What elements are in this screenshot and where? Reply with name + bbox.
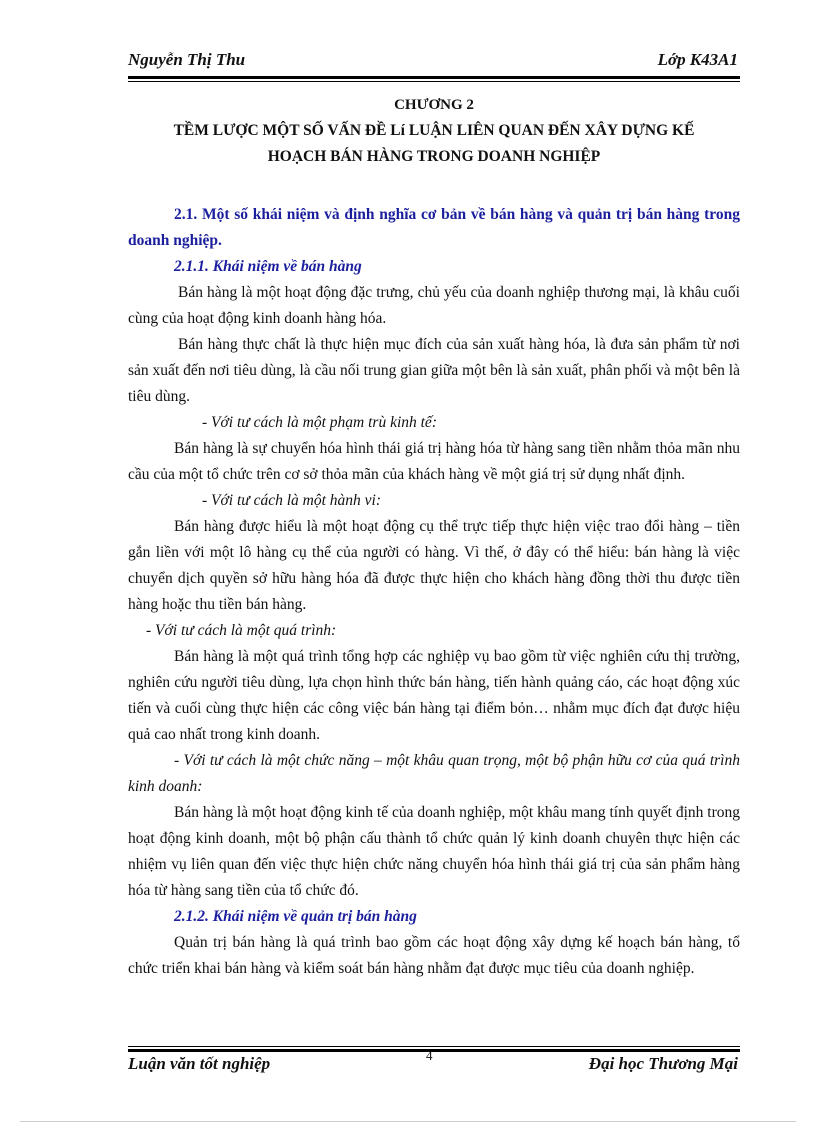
paragraph: Bán hàng là sự chuyển hóa hình thái giá trị hàng hóa từ hàng sang tiền nhằm thỏa mãn nhu cầu của một tổ chức trên cơ sở thỏa mãn của khách hàng về một giá trị sử dụng nhất định.: [128, 440, 740, 483]
paragraph: Quản trị bán hàng là quá trình bao gồm các hoạt động xây dựng kế hoạch bán hàng, tổ chức triển khai bán hàng và kiểm soát bán hàng nhằm đạt được mục tiêu của doanh nghiệp.: [128, 934, 740, 977]
section-heading-2-1-2: 2.1.2. Khái niệm về quản trị bán hàng: [174, 908, 417, 925]
footer-university: Đại học Thương Mại: [588, 1054, 738, 1073]
page-header: [128, 50, 740, 74]
section-heading-2-1-1: 2.1.1. Khái niệm về bán hàng: [174, 258, 362, 275]
paragraph: Bán hàng thực chất là thực hiện mục đích của sản xuất hàng hóa, là đưa sản phẩm từ nơi sản xuất đến nơi tiêu dùng, là cầu nối trung gian giữa một bên là sản xuất, phân phối và một bên là tiêu dùng.: [128, 336, 740, 405]
paragraph: Bán hàng được hiểu là một hoạt động cụ thể trực tiếp thực hiện việc trao đổi hàng – tiền gắn liền với một lô hàng cụ thể của người có hàng. Vì thế, ở đây có thể hiểu: bán hàng là việc chuyển dịch quyền sở hữu hàng hóa đã được thực hiện cho khách hàng đồng thời thu được tiền hàng hoặc thu tiền bán hàng.: [128, 518, 740, 613]
page-footer: [128, 1048, 740, 1078]
header-author: Nguyễn Thị Thu: [128, 50, 246, 69]
subheading: - Với tư cách là một chức năng – một khâu quan trọng, một bộ phận hữu cơ của quá trình kinh doanh:: [128, 752, 740, 795]
header-rule: [128, 76, 740, 79]
chapter-title-line2: HOẠCH BÁN HÀNG TRONG DOANH NGHIỆP: [267, 148, 601, 165]
page-number: 4: [426, 1048, 433, 1063]
footer-rule-thin: [128, 1046, 740, 1047]
subheading: - Với tư cách là một quá trình:: [146, 622, 337, 639]
footer-rule: [128, 1049, 740, 1052]
section-heading-2-1: 2.1. Một số khái niệm và định nghĩa cơ bản về bán hàng và quản trị bán hàng trong doanh nghiệp.: [128, 206, 740, 249]
page-bottom-edge: [20, 1121, 796, 1122]
subheading: - Với tư cách là một hành vi:: [202, 492, 382, 509]
paragraph: Bán hàng là một hoạt động kinh tế của doanh nghiệp, một khâu mang tính quyết định trong hoạt động kinh doanh, một bộ phận cấu thành tổ chức quản lý kinh doanh chuyên thực hiện các nhiệm vụ liên quan đến việc thực hiện chức năng chuyển hóa hình thái giá trị của sản phẩm hàng hóa từ hàng sang tiền của tổ chức đó.: [128, 804, 740, 899]
chapter-title-line1: TỀM LƯỢC MỘT SỐ VẤN ĐỀ Lí LUẬN LIÊN QUAN ĐẾN XÂY DỰNG KẾ: [173, 122, 695, 139]
chapter-heading: [128, 92, 740, 170]
header-class: Lớp K43A1: [657, 50, 738, 69]
subheading: - Với tư cách là một phạm trù kinh tế:: [202, 414, 437, 431]
chapter-number: CHƯƠNG 2: [394, 97, 474, 113]
paragraph: Bán hàng là một hoạt động đặc trưng, chủ yếu của doanh nghiệp thương mại, là khâu cuối cùng của hoạt động kinh doanh hàng hóa.: [128, 284, 740, 327]
paragraph: Bán hàng là một quá trình tổng hợp các nghiệp vụ bao gồm từ việc nghiên cứu thị trường, nghiên cứu người tiêu dùng, lựa chọn hình thức bán hàng, tiến hành quảng cáo, các hoạt động xúc tiến và cuối cùng thực hiện các công việc bán hàng tại điểm bỏn… nhằm mục đích đạt được hiệu quả cao nhất trong kinh doanh.: [128, 648, 740, 743]
header-rule-thin: [128, 81, 740, 82]
body-content: [128, 202, 740, 982]
footer-thesis-label: Luận văn tốt nghiệp: [128, 1054, 271, 1073]
